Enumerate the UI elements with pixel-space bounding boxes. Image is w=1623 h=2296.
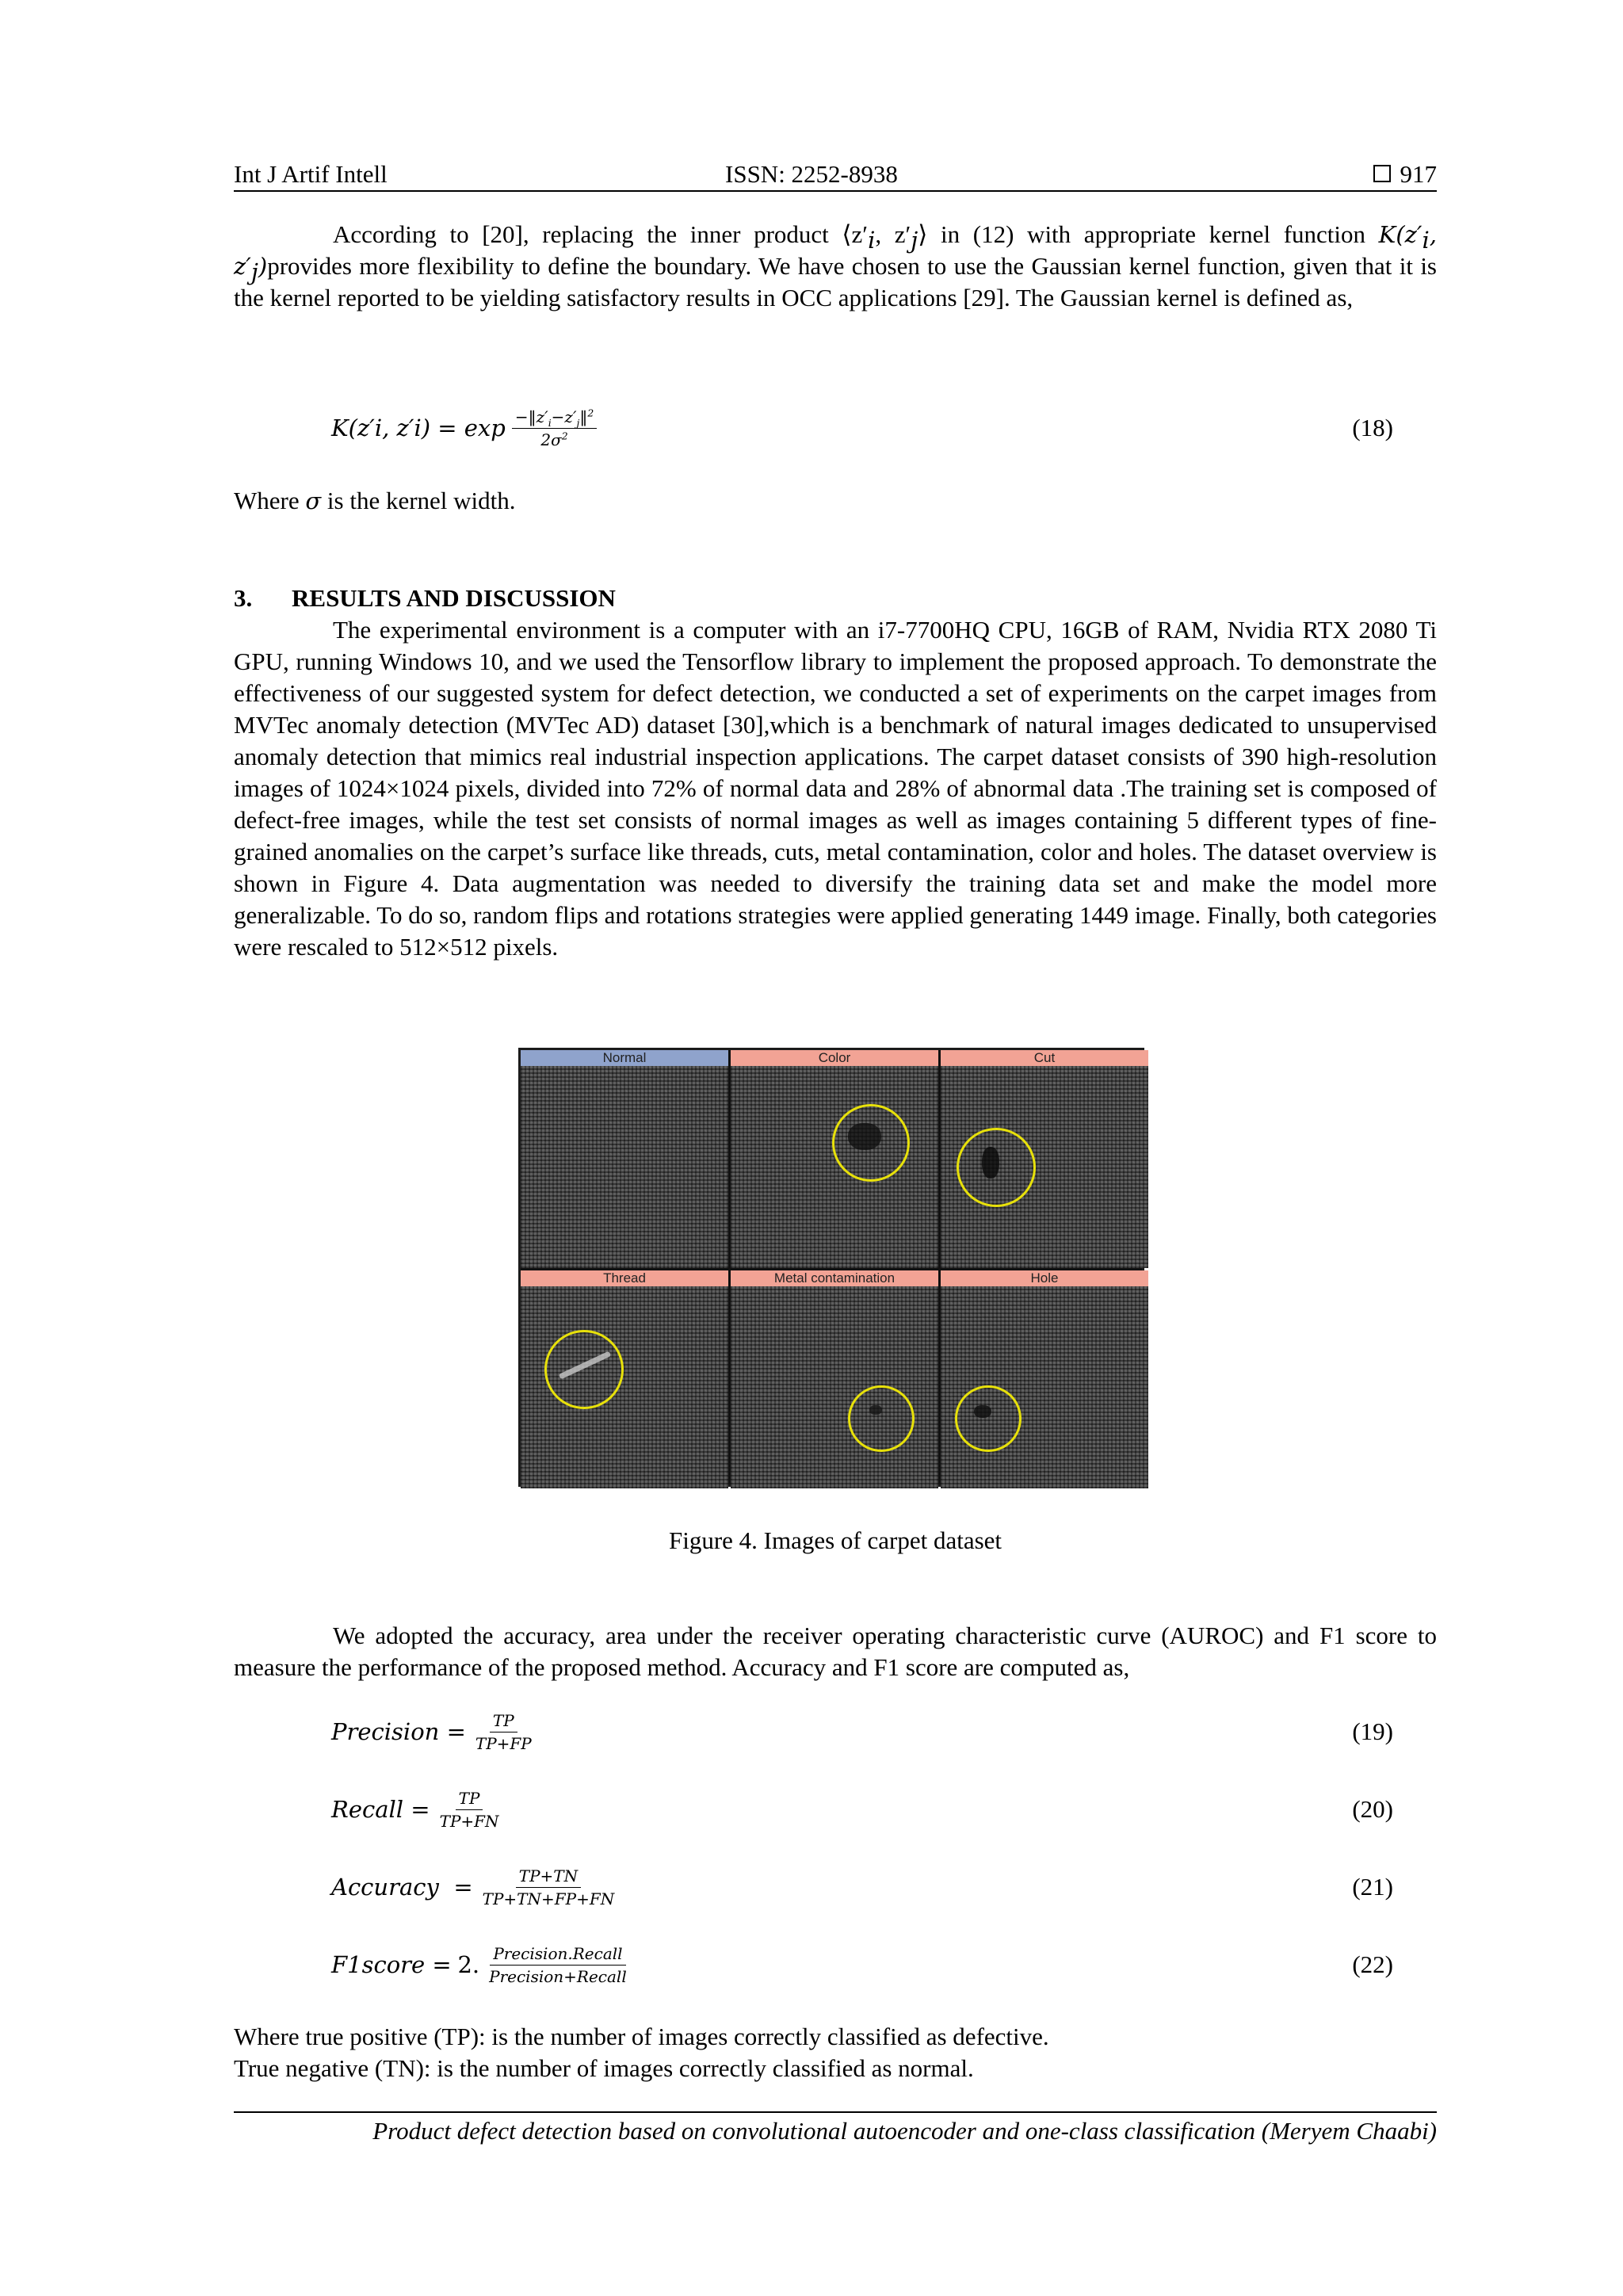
equation-number: (19)	[1352, 1717, 1393, 1745]
definitions	[234, 2021, 1437, 2084]
carpet-texture	[731, 1066, 938, 1268]
equation-20: Recall = $\frac{TP}{TP+FN}$ (20)	[331, 1782, 1393, 1837]
panel-label: Metal contamination	[731, 1270, 938, 1286]
equation-fraction: $\frac{TP}{TP+FP}$	[475, 1710, 532, 1753]
footer-rule	[234, 2111, 1437, 2113]
equation-21: Accuracy = $\frac{TP+TN}{TP+TN+FP+FN}$ (21)	[331, 1859, 1393, 1915]
panel-label: Cut	[941, 1050, 1148, 1066]
equation-18: K(z′ i , z′ i ) = exp $\frac{-‖z'_i-z'_j‖^2}{2\sigma^2}$ (18)	[331, 400, 1393, 456]
carpet-texture	[731, 1286, 938, 1488]
equation-22: F1score = 2. $\frac{\text{Precision.Recall}}{\text{Precision+Recall}}$ (22)	[331, 1937, 1393, 1992]
panel-label: Color	[731, 1050, 938, 1066]
figure-panel-color	[731, 1050, 938, 1268]
equation-fraction: $\frac{TP}{TP+FN}$	[439, 1788, 499, 1831]
defect-circle	[848, 1385, 915, 1452]
defect-circle	[832, 1104, 910, 1182]
equation-number: (20)	[1352, 1795, 1393, 1823]
equation-fraction: $\frac{\text{Precision.Recall}}{\text{Precision+Recall}}$	[489, 1943, 627, 1986]
page-number: 917	[1400, 160, 1437, 188]
defect-circle	[957, 1128, 1036, 1207]
metrics-paragraph: We adopted the accuracy, area under the receiver operating characteristic curve (AUROC) and F1 score to measure the performance of the proposed method. Accuracy and F1 score are computed as,	[234, 1622, 1437, 1681]
panel-label: Hole	[941, 1270, 1148, 1286]
figure-caption: Figure 4. Images of carpet dataset	[668, 1526, 1002, 1554]
equation-number: (21)	[1352, 1873, 1393, 1901]
figure-panel-cut	[941, 1050, 1148, 1268]
carpet-dataset-figure	[518, 1048, 1144, 1487]
figure-panel-metal-contamination	[731, 1270, 938, 1488]
issn: ISSN: 2252-8938	[725, 160, 898, 188]
equation-19: Precision = $\frac{TP}{TP+FP}$ (19)	[331, 1704, 1393, 1759]
carpet-texture	[521, 1066, 728, 1268]
equation-number: (18)	[1352, 414, 1393, 441]
figure-panel-thread	[521, 1270, 728, 1488]
equation-number: (22)	[1352, 1950, 1393, 1978]
figure-panel-normal	[521, 1050, 728, 1268]
square-icon	[1373, 165, 1391, 182]
defect-circle	[544, 1330, 624, 1409]
intro-paragraph: According to [20], replacing the inner product $⟨z'_i$, $z'_j⟩$ in (12) with appropriate kernel function $K(z'_i$, $z'_j)provides$ more flexibility to define the boundary. We have chosen to use the Gaussian kernel function, given that it is the kernel reported to be yielding satisfactory results in OCC applications [29]. The Gaussian kernel is defined as,	[234, 220, 1437, 311]
definition-tn: True negative (TN): is the number of images correctly classified as normal.	[234, 2054, 974, 2082]
page-footer: Product defect detection based on convolutional autoencoder and one-class classification (Meryem Chaabi)	[372, 2117, 1437, 2145]
carpet-texture	[521, 1286, 728, 1488]
defect-circle	[955, 1385, 1022, 1452]
figure-panel-hole	[941, 1270, 1148, 1488]
carpet-texture	[941, 1066, 1148, 1268]
definition-tp: Where true positive (TP): is the number of images correctly classified as defective.	[234, 2023, 1049, 2050]
carpet-texture	[941, 1286, 1148, 1488]
journal-name: Int J Artif Intell	[234, 160, 388, 188]
sigma-definition: Where σ is the kernel width.	[234, 487, 516, 514]
section-heading: 3. RESULTS AND DISCUSSION	[234, 584, 616, 612]
panel-label: Thread	[521, 1270, 728, 1286]
page-header	[234, 157, 1437, 192]
equation-fraction: $\frac{-‖z'_i-z'_j‖^2}{2\sigma^2}$	[512, 407, 597, 449]
panel-label: Normal	[521, 1050, 728, 1066]
results-paragraph: The experimental environment is a computer with an i7-7700HQ CPU, 16GB of RAM, Nvidia RTX 2080 Ti GPU, running Windows 10, and we used the Tensorflow library to implement the proposed approach. To demonstrate the effectiveness of our suggested system for defect detection, we conducted a set of experiments on the carpet images from MVTec anomaly detection (MVTec AD) dataset [30],which is a benchmark of natural images dedicated to unsupervised anomaly detection that mimics real industrial inspection applications. The carpet dataset consists of 390 high-resolution images of 1024×1024 pixels, divided into 72% of normal data and 28% of abnormal data .The training set is composed of defect-free images, while the test set consists of normal images as well as images containing 5 different types of fine-grained anomalies on the carpet’s surface like threads, cuts, metal contamination, color and holes. The dataset overview is shown in Figure 4. Data augmentation was needed to diversify the training data set and make the model more generalizable. To do so, random flips and rotations strategies were applied generating 1449 image. Finally, both categories were rescaled to 512×512 pixels.	[234, 616, 1437, 961]
equation-fraction: $\frac{TP+TN}{TP+TN+FP+FN}$	[482, 1866, 615, 1908]
header-rule	[234, 190, 1437, 192]
